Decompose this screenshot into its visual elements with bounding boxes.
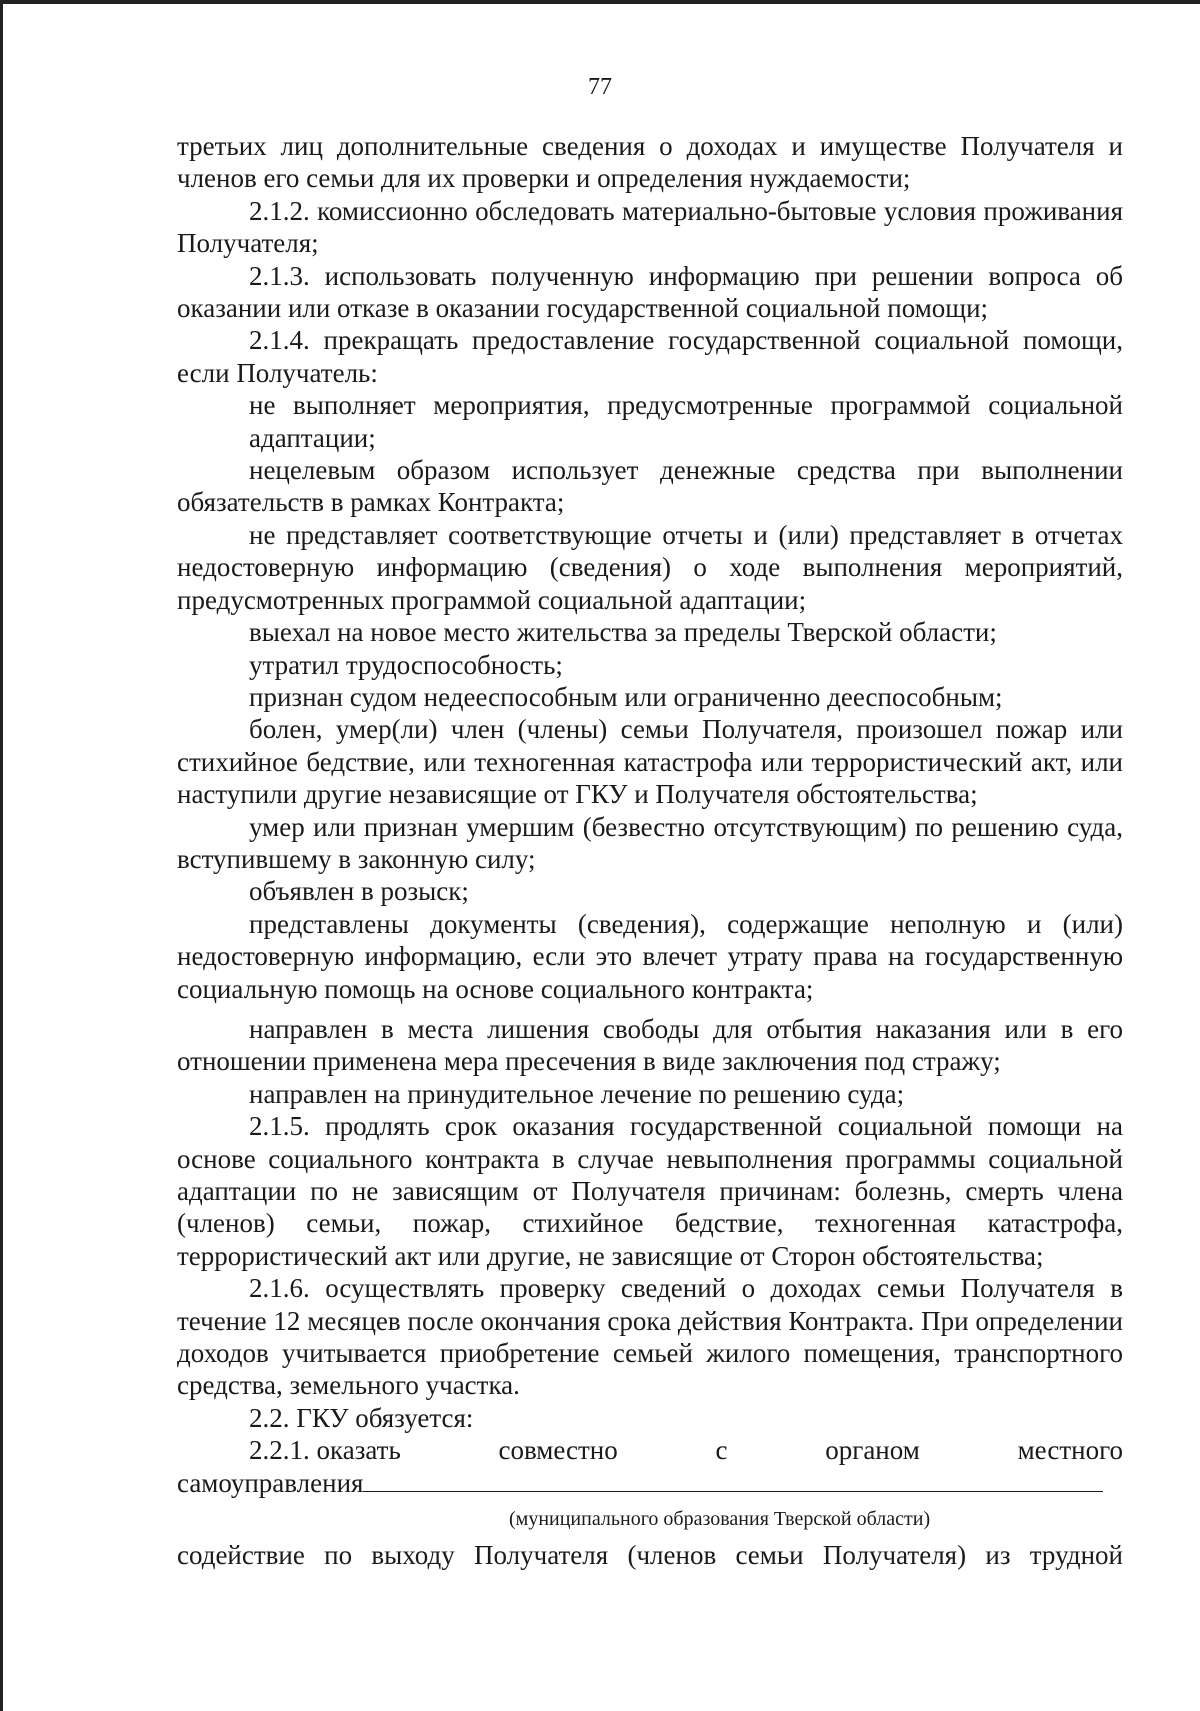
condition-compulsory-treatment: направлен на принудительное лечение по решению суда; xyxy=(249,1078,905,1109)
clause-2-2-1-word: органом xyxy=(825,1435,920,1466)
scan-edge-left xyxy=(0,0,3,1711)
clause-2-1-6: 2.1.6. осуществлять проверку сведений о доходах семьи Получателя в течение 12 месяцев после окончания срока действия Контракта. При определении доходов учитывается приобретение семьей жилого помещения, транспортного средства, земельного участка. xyxy=(177,1273,1123,1401)
condition-deceased: умер или признан умершим (безвестно отсутствующим) по решению суда, вступившему в законную силу; xyxy=(177,811,1123,874)
clause-2-2-1-line2 xyxy=(177,1467,1123,1499)
condition-wanted: объявлен в розыск; xyxy=(249,876,469,907)
clause-2-1-4: 2.1.4. прекращать предоставление государственной социальной помощи, если Получатель: xyxy=(177,325,1123,388)
document-body xyxy=(177,130,1123,1571)
condition-program-not-fulfilled: не выполняет мероприятия, предусмотренные программой социальной адаптации; xyxy=(249,390,1123,453)
clause-2-2-1-continuation: содействие по выходу Получателя (членов семьи Получателя) из трудной xyxy=(177,1540,1123,1571)
clause-2-2-1-line2-text: самоуправления xyxy=(177,1467,364,1498)
clause-2-2-1-word: 2.2.1. оказать xyxy=(249,1435,401,1466)
blank-caption: (муниципального образования Тверской области) xyxy=(509,1508,931,1531)
clause-2-1-5: 2.1.5. продлять срок оказания государственной социальной помощи на основе социального контракта в случае невыполнения программы социальной адаптации по не зависящим от Получателя причинам: болезнь, смерть члена (членов) семьи, пожар, стихийное бедствие, техногенная катастрофа, террористический акт или другие, не зависящие от Сторон обстоятельства; xyxy=(177,1111,1123,1271)
condition-circumstances: болен, умер(ли) член (члены) семьи Получателя, произошел пожар или стихийное бедствие, или техногенная катастрофа или террористический акт, или наступили другие независящие от ГКУ и Получателя обстоятельства; xyxy=(177,714,1123,810)
fill-in-blank-line xyxy=(363,1469,1103,1492)
clause-2-2-1-word: совместно xyxy=(498,1435,618,1466)
clause-2-2-1-line1 xyxy=(177,1434,1123,1466)
condition-declared-incapable: признан судом недееспособным или ограниченно дееспособным; xyxy=(249,681,1003,712)
condition-imprisoned: направлен в места лишения свободы для отбытия наказания или в его отношении применена мера пресечения в виде заключения под стражу; xyxy=(177,1013,1123,1077)
condition-no-reports: не представляет соответствующие отчеты и (или) представляет в отчетах недостоверную информацию (сведения) о ходе выполнения мероприятий, предусмотренных программой социальной адаптации; xyxy=(177,519,1123,615)
condition-lost-capacity: утратил трудоспособность; xyxy=(249,649,563,680)
scan-edge-top xyxy=(0,0,1200,4)
clause-2-1-3: 2.1.3. использовать полученную информацию при решении вопроса об оказании или отказе в оказании государственной социальной помощи; xyxy=(177,260,1123,324)
clause-2-1-2: 2.1.2. комиссионно обследовать материально-бытовые условия проживания Получателя; xyxy=(177,195,1123,259)
clause-2-2: 2.2. ГКУ обязуется: xyxy=(249,1402,474,1433)
condition-moved-out: выехал на новое место жительства за пределы Тверской области; xyxy=(249,617,997,648)
condition-misuse-funds: нецелевым образом использует денежные средства при выполнении обязательств в рамках Контракта; xyxy=(177,455,1123,518)
clause-2-2-1-word: местного xyxy=(1017,1435,1123,1466)
paragraph-continuation: третьих лиц дополнительные сведения о доходах и имуществе Получателя и членов его семьи для их проверки и определения нуждаемости; xyxy=(177,131,1123,194)
clause-2-2-1-word: с xyxy=(715,1435,728,1466)
page-number: 77 xyxy=(588,74,612,100)
condition-false-documents: представлены документы (сведения), содержащие неполную и (или) недостоверную информацию, если это влечет утрату права на государственную социальную помощь на основе социального контракта; xyxy=(177,908,1123,1004)
